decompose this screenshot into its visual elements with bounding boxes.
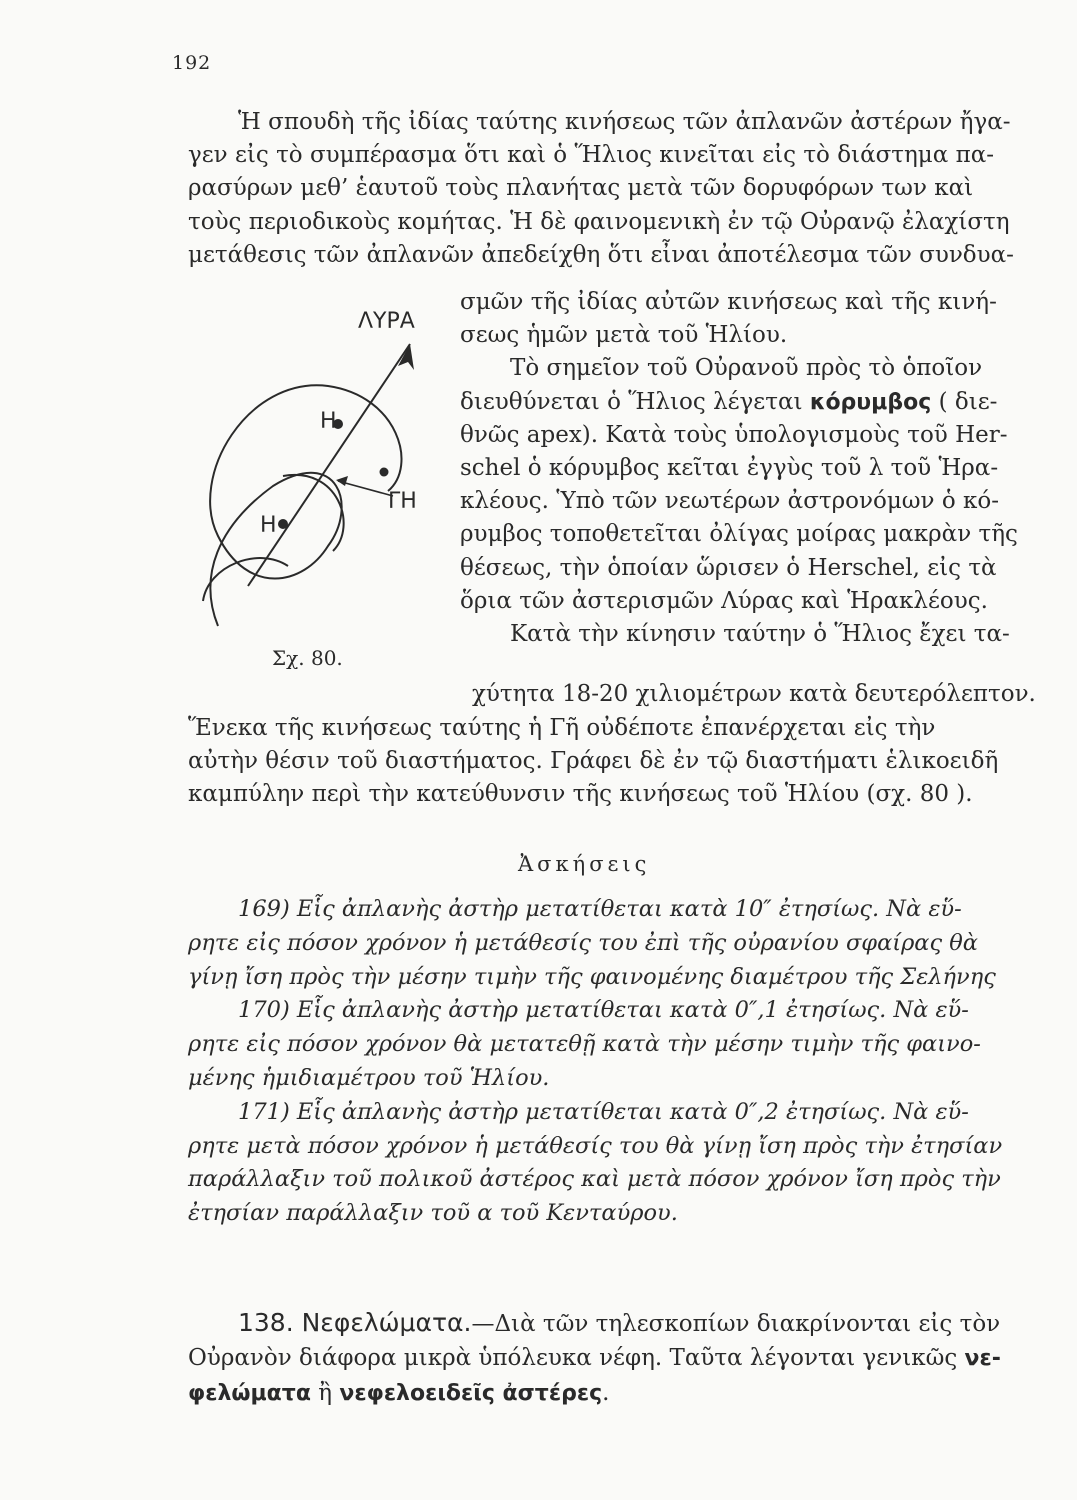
label-lyra: ΛΥΡΑ [358,309,415,334]
text-line: μετάθεσις τῶν ἀπλανῶν ἀπεδείχθη ὅτι εἶναι ἀποτέλεσμα τῶν συνδυα- [188,241,1014,268]
text-line: Ἕνεκα τῆς κινήσεως ταύτης ἡ Γῆ οὐδέποτε ἐπανέρχεται εἰς τὴν [188,715,936,741]
text-line: παράλλαξιν τοῦ πολικοῦ ἀστέρος καὶ μετὰ πόσον χρόνον ἴση πρὸς τὴν [188,1166,1001,1193]
label-earth: ΓΗ [388,489,417,514]
helix-curve [210,385,401,626]
exercises-title: Ἀσκήσεις [518,852,651,876]
figure-caption: Σχ. 80. [272,646,343,670]
lower-loop [283,475,344,551]
earth-arrow-head [336,476,348,486]
text-line: σεως ἡμῶν μετὰ τοῦ Ἡλίου. [460,322,788,349]
sun-point-lower [278,519,288,529]
text-segment: . [602,1380,610,1406]
paragraph-helix [188,712,1048,812]
apex-direction-line [248,344,410,586]
term-nebulae-part1: νε- [964,1346,1001,1371]
exercise-169 [188,893,1048,994]
text-segment: —Διὰ τῶν τηλεσκοπίων διακρίνονται εἰς τὸν [471,1311,1001,1337]
term-nebulae-part2: φελώματα [188,1381,311,1406]
exercise-171 [188,1096,1048,1231]
paragraph-sun-motion [188,106,1048,272]
text-line: ρυμβος τοποθετεῖται ὀλίγας μοίρας μακρὰν τῆς [460,521,1018,548]
text-line: αὐτὴν θέσιν τοῦ διαστήματος. Γράφει δὲ ἐν τῷ διαστήματι ἑλικοειδῆ [188,748,999,775]
paragraph-beside-figure [460,286,1050,651]
text-line: γίνῃ ἴση πρὸς τὴν μέσην τιμὴν τῆς φαινομένης διαμέτρου τῆς Σελήνης [188,963,996,990]
text-line: ὅρια τῶν ἀστερισμῶν Λύρας καὶ Ἡρακλέους. [460,587,988,614]
text-line: μένης ἡμιδιαμέτρου τοῦ Ἡλίου. [188,1064,550,1091]
text-line: γεν εἰς τὸ συμπέρασμα ὅτι καὶ ὁ Ἥλιος κινεῖται εἰς τὸ διάστημα πα- [188,142,995,169]
earth-point [380,468,389,477]
text-line: Ἡ σπουδὴ τῆς ἰδίας ταύτης κινήσεως τῶν ἀπλανῶν ἀστέρων ἤγα- [238,109,1011,135]
text-line: ρητε εἰς πόσον χρόνον θὰ μετατεθῇ κατὰ τὴν μέσην τιμὴν τῆς φαινο- [188,1031,981,1058]
text-segment: ἢ [310,1380,340,1406]
text-line [188,1341,1048,1376]
section-138-nebulae [188,1306,1048,1411]
exercise-170 [188,994,1048,1095]
text-line: θνῶς apex). Κατὰ τοὺς ὑπολογισμοὺς τοῦ Her- [460,421,1008,448]
section-heading: 138. Νεφελώματα. [238,1308,472,1337]
text-line: καμπύλην περὶ τὴν κατεύθυνσιν τῆς κινήσεως τοῦ Ἡλίου (σχ. 80 ). [188,781,973,808]
text-segment: διευθύνεται ὁ Ἥλιος λέγεται [460,388,810,415]
page-number: 192 [172,52,212,74]
text-line: ρητε μετὰ πόσον χρόνον ἡ μετάθεσίς του θὰ γίνῃ ἴση πρὸς τὴν ἐτησίαν [188,1132,1003,1159]
text-line: 171) Εἷς ἀπλανὴς ἀστὴρ μετατίθεται κατὰ 0″,2 ἐτησίως. Νὰ εὕ- [238,1098,969,1125]
lower-arc [203,558,288,601]
text-line: ρασύρων μεθ’ ἑαυτοῦ τοὺς πλανήτας μετὰ τῶν δορυφόρων των καὶ [188,175,974,202]
text-line: 169) Εἷς ἀπλανὴς ἀστὴρ μετατίθεται κατὰ 10″ ἐτησίως. Νὰ εὕ- [238,896,962,922]
text-line [188,1306,1048,1341]
text-line: Κατὰ τὴν κίνησιν ταύτην ὁ Ἥλιος ἔχει τα- [510,621,1010,648]
text-segment: ( διε- [931,388,998,415]
text-line: schel ὁ κόρυμβος κεῖται ἐγγὺς τοῦ λ τοῦ Ἡρα- [460,455,999,482]
text-line: κλέους. Ὑπὸ τῶν νεωτέρων ἀστρονόμων ὁ κό- [460,488,999,515]
text-line: ἐτησίαν παράλλαξιν τοῦ α τοῦ Κενταύρου. [188,1200,678,1227]
exercises-list [188,893,1048,1231]
text-line: θέσεως, τὴν ὁποίαν ὥρισεν ὁ Herschel, εἰς τὰ [460,554,997,581]
term-nebulous-stars: νεφελοειδεῖς ἀστέρες [339,1381,603,1406]
label-sun-upper: Η [320,409,337,434]
text-line: τοὺς περιοδικοὺς κομήτας. Ἡ δὲ φαινομενικὴ ἐν τῷ Οὐρανῷ ἐλαχίστη [188,208,1010,235]
text-line: σμῶν τῆς ἰδίας αὐτῶν κινήσεως καὶ τῆς κινή- [460,289,997,315]
label-sun-lower: Η [260,513,277,538]
text-line: χύτητα 18-20 χιλιομέτρων κατὰ δευτερόλεπτον. [472,681,1036,707]
text-segment: Οὐρανὸν διάφορα μικρὰ ὑπόλευκα νέφη. Ταῦτα λέγονται γενικῶς [188,1345,965,1371]
text-line: Τὸ σημεῖον τοῦ Οὐρανοῦ πρὸς τὸ ὁποῖον [510,355,983,382]
earth-motion-arrow [338,481,393,496]
text-line: 170) Εἷς ἀπλανὴς ἀστὴρ μετατίθεται κατὰ 0″,1 ἐτησίως. Νὰ εὕ- [238,997,969,1024]
term-korymvos: κόρυμβος [809,389,932,415]
text-line [460,386,1050,419]
text-line: ρητε εἰς πόσον χρόνον ἡ μετάθεσίς του ἐπὶ τῆς οὐρανίου σφαίρας θὰ [188,929,978,956]
paragraph-speed [472,678,1036,711]
text-line [188,1376,1048,1411]
